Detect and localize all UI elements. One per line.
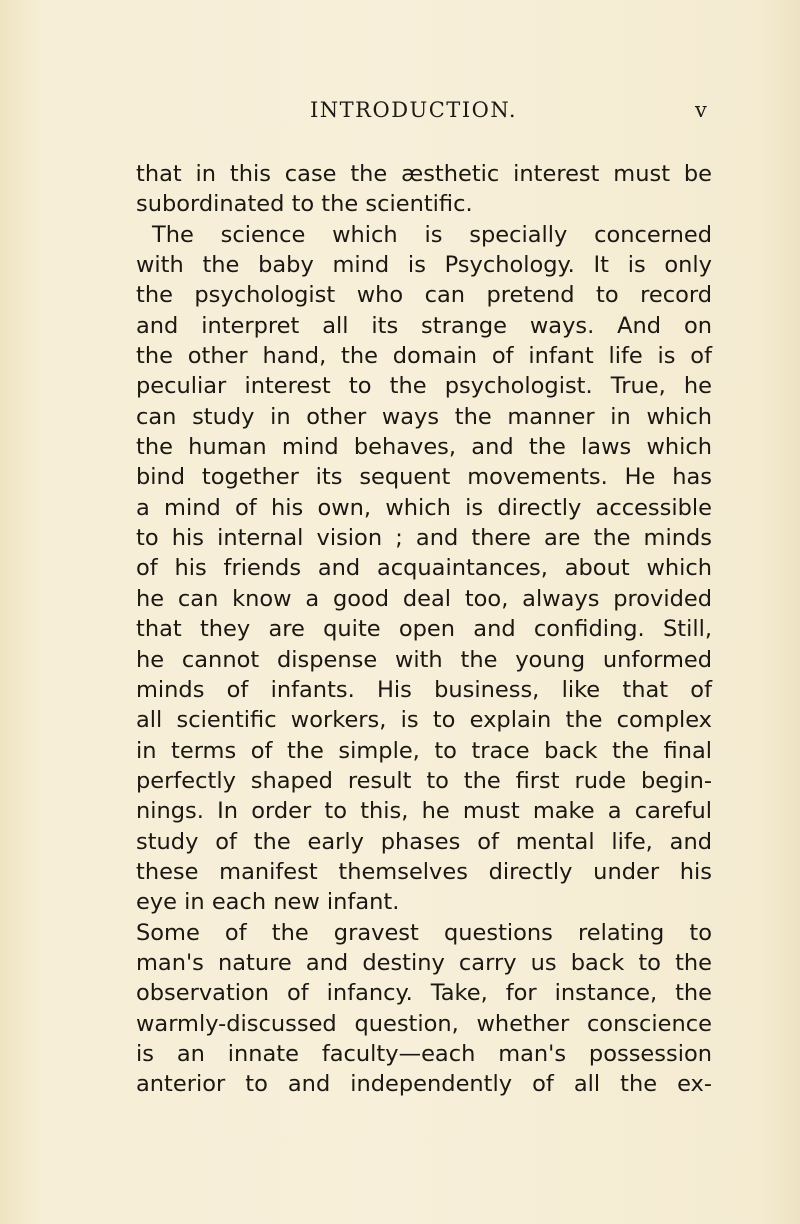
- text-line: observation of infancy. Take, for instance, the: [136, 980, 712, 1007]
- page-number: v: [695, 98, 707, 122]
- text-line: all scientific workers, is to explain the complex: [136, 707, 712, 734]
- text-line: peculiar interest to the psychologist. True, he: [136, 373, 712, 400]
- text-line: eye in each new infant.: [136, 889, 400, 916]
- text-line: minds of infants. His business, like that of: [136, 676, 712, 703]
- text-line: he can know a good deal too, always provided: [136, 585, 712, 612]
- text-line: the human mind behaves, and the laws which: [136, 434, 712, 461]
- text-line: that they are quite open and confiding. Still,: [136, 616, 712, 643]
- text-line: anterior to and independently of all the ex-: [136, 1071, 712, 1098]
- text-line: bind together its sequent movements. He has: [136, 464, 712, 491]
- text-line: subordinated to the scientific.: [136, 191, 473, 218]
- text-line: and interpret all its strange ways. And on: [136, 312, 712, 339]
- text-line: study of the early phases of mental life, and: [136, 828, 712, 855]
- text-line: is an innate faculty—each man's possession: [136, 1040, 712, 1067]
- text-line: these manifest themselves directly under his: [136, 858, 712, 885]
- text-line: the psychologist who can pretend to record: [136, 282, 712, 309]
- text-line: man's nature and destiny carry us back to the: [136, 949, 712, 976]
- running-title: INTRODUCTION.: [310, 98, 518, 122]
- text-line: the other hand, the domain of infant life is of: [136, 343, 712, 370]
- running-head: [0, 92, 800, 128]
- text-line: can study in other ways the manner in which: [136, 403, 712, 430]
- text-line: Some of the gravest questions relating to: [136, 919, 712, 946]
- text-line: to his internal vision ; and there are the minds: [136, 525, 712, 552]
- text-line: The science which is specially concerned: [152, 221, 712, 248]
- text-line: in terms of the simple, to trace back the final: [136, 737, 712, 764]
- text-line: that in this case the æsthetic interest must be: [136, 161, 712, 187]
- text-line: nings. In order to this, he must make a careful: [136, 798, 712, 825]
- text-line: he cannot dispense with the young unformed: [136, 646, 712, 673]
- text-line: warmly-discussed question, whether conscience: [136, 1010, 712, 1037]
- text-line: perfectly shaped result to the first rude begin-: [136, 767, 712, 794]
- text-line: of his friends and acquaintances, about which: [136, 555, 712, 582]
- text-line: with the baby mind is Psychology. It is only: [136, 252, 712, 279]
- text-line: a mind of his own, which is directly accessible: [136, 494, 712, 521]
- body-text: [136, 159, 712, 1100]
